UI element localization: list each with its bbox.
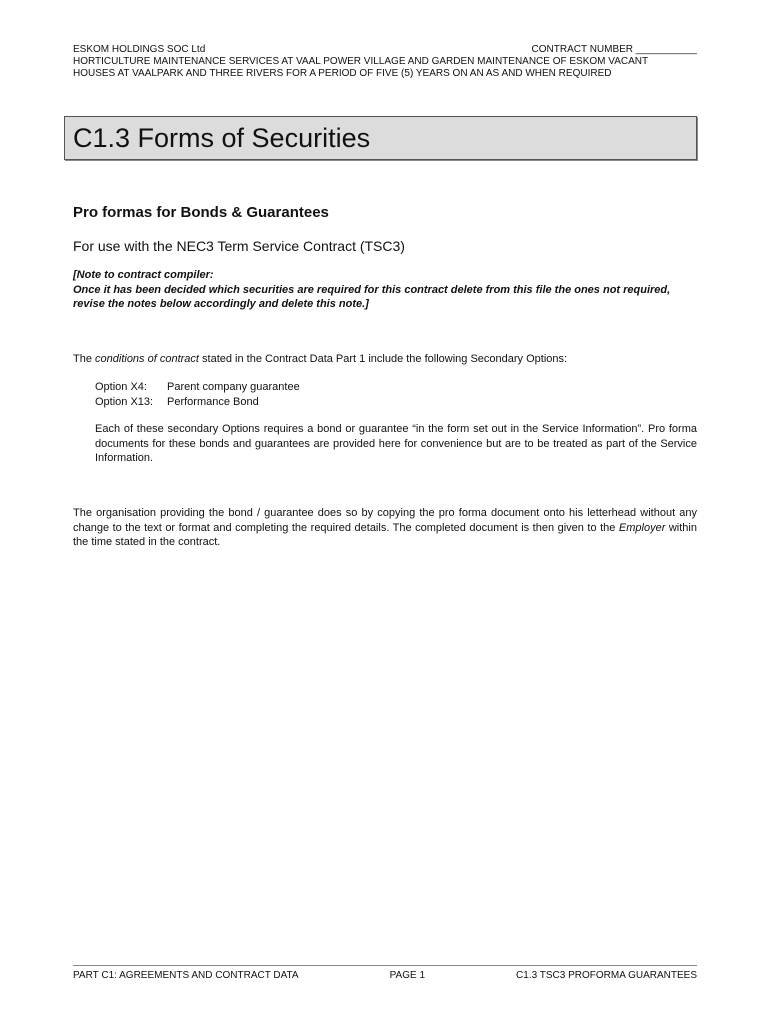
page-footer	[73, 965, 697, 981]
p3-pre: The organisation providing the bond / guarantee does so by copying the pro forma document onto his letterhead without any change to the text or format and completing the required details. The completed document is then given to the	[73, 507, 697, 534]
p3-emph: Employer	[618, 521, 666, 534]
compiler-note	[73, 268, 698, 312]
p3-post: within the time stated in the contract.	[73, 521, 697, 548]
option-item	[95, 380, 495, 395]
option-label: Parent company guarantee	[167, 381, 300, 393]
note-title: [Note to contract compiler:	[73, 269, 214, 281]
section-title: C1.3 Forms of Securities	[73, 123, 371, 153]
p1-pre: The	[73, 353, 96, 365]
option-code: Option X4:	[95, 381, 147, 393]
note-body: Once it has been decided which securities are required for this contract delete from this file the ones not required, revise the notes below accordingly and delete this note.]	[73, 283, 671, 310]
paragraph-conditions	[73, 352, 698, 367]
heading: Pro formas for Bonds & Guarantees	[73, 204, 329, 221]
paragraph-organisation	[73, 506, 697, 550]
footer-left: PART C1: AGREEMENTS AND CONTRACT DATA	[73, 970, 299, 981]
footer-right: C1.3 TSC3 PROFORMA GUARANTEES	[516, 970, 697, 981]
p1-emph: conditions of contract	[95, 353, 199, 365]
company-name: ESKOM HOLDINGS SOC Ltd	[73, 44, 206, 55]
p1-post: stated in the Contract Data Part 1 include the following Secondary Options:	[198, 353, 568, 365]
contract-description-line1: HORTICULTURE MAINTENANCE SERVICES AT VAAL POWER VILLAGE AND GARDEN MAINTENANCE OF ESKOM VACANT	[73, 56, 649, 67]
option-label: Performance Bond	[167, 395, 259, 408]
options-list	[95, 380, 495, 409]
option-item	[95, 395, 495, 410]
page-header	[73, 44, 697, 80]
subheading: For use with the NEC3 Term Service Contract (TSC3)	[73, 238, 405, 254]
contract-number: CONTRACT NUMBER ___________	[531, 44, 697, 55]
footer-page: PAGE 1	[389, 970, 426, 981]
option-code: Option X13:	[95, 395, 154, 408]
section-title-box	[64, 116, 697, 160]
paragraph-secondary-options: Each of these secondary Options requires a bond or guarantee “in the form set out in the Service Information”. Pro forma documents for these bonds and guarantees are provided here for convenience but are to be treated as part of the Service Information.	[95, 423, 697, 464]
contract-description-line2: HOUSES AT VAALPARK AND THREE RIVERS FOR A PERIOD OF FIVE (5) YEARS ON AN AS AND WHEN REQUIRED	[73, 68, 612, 79]
